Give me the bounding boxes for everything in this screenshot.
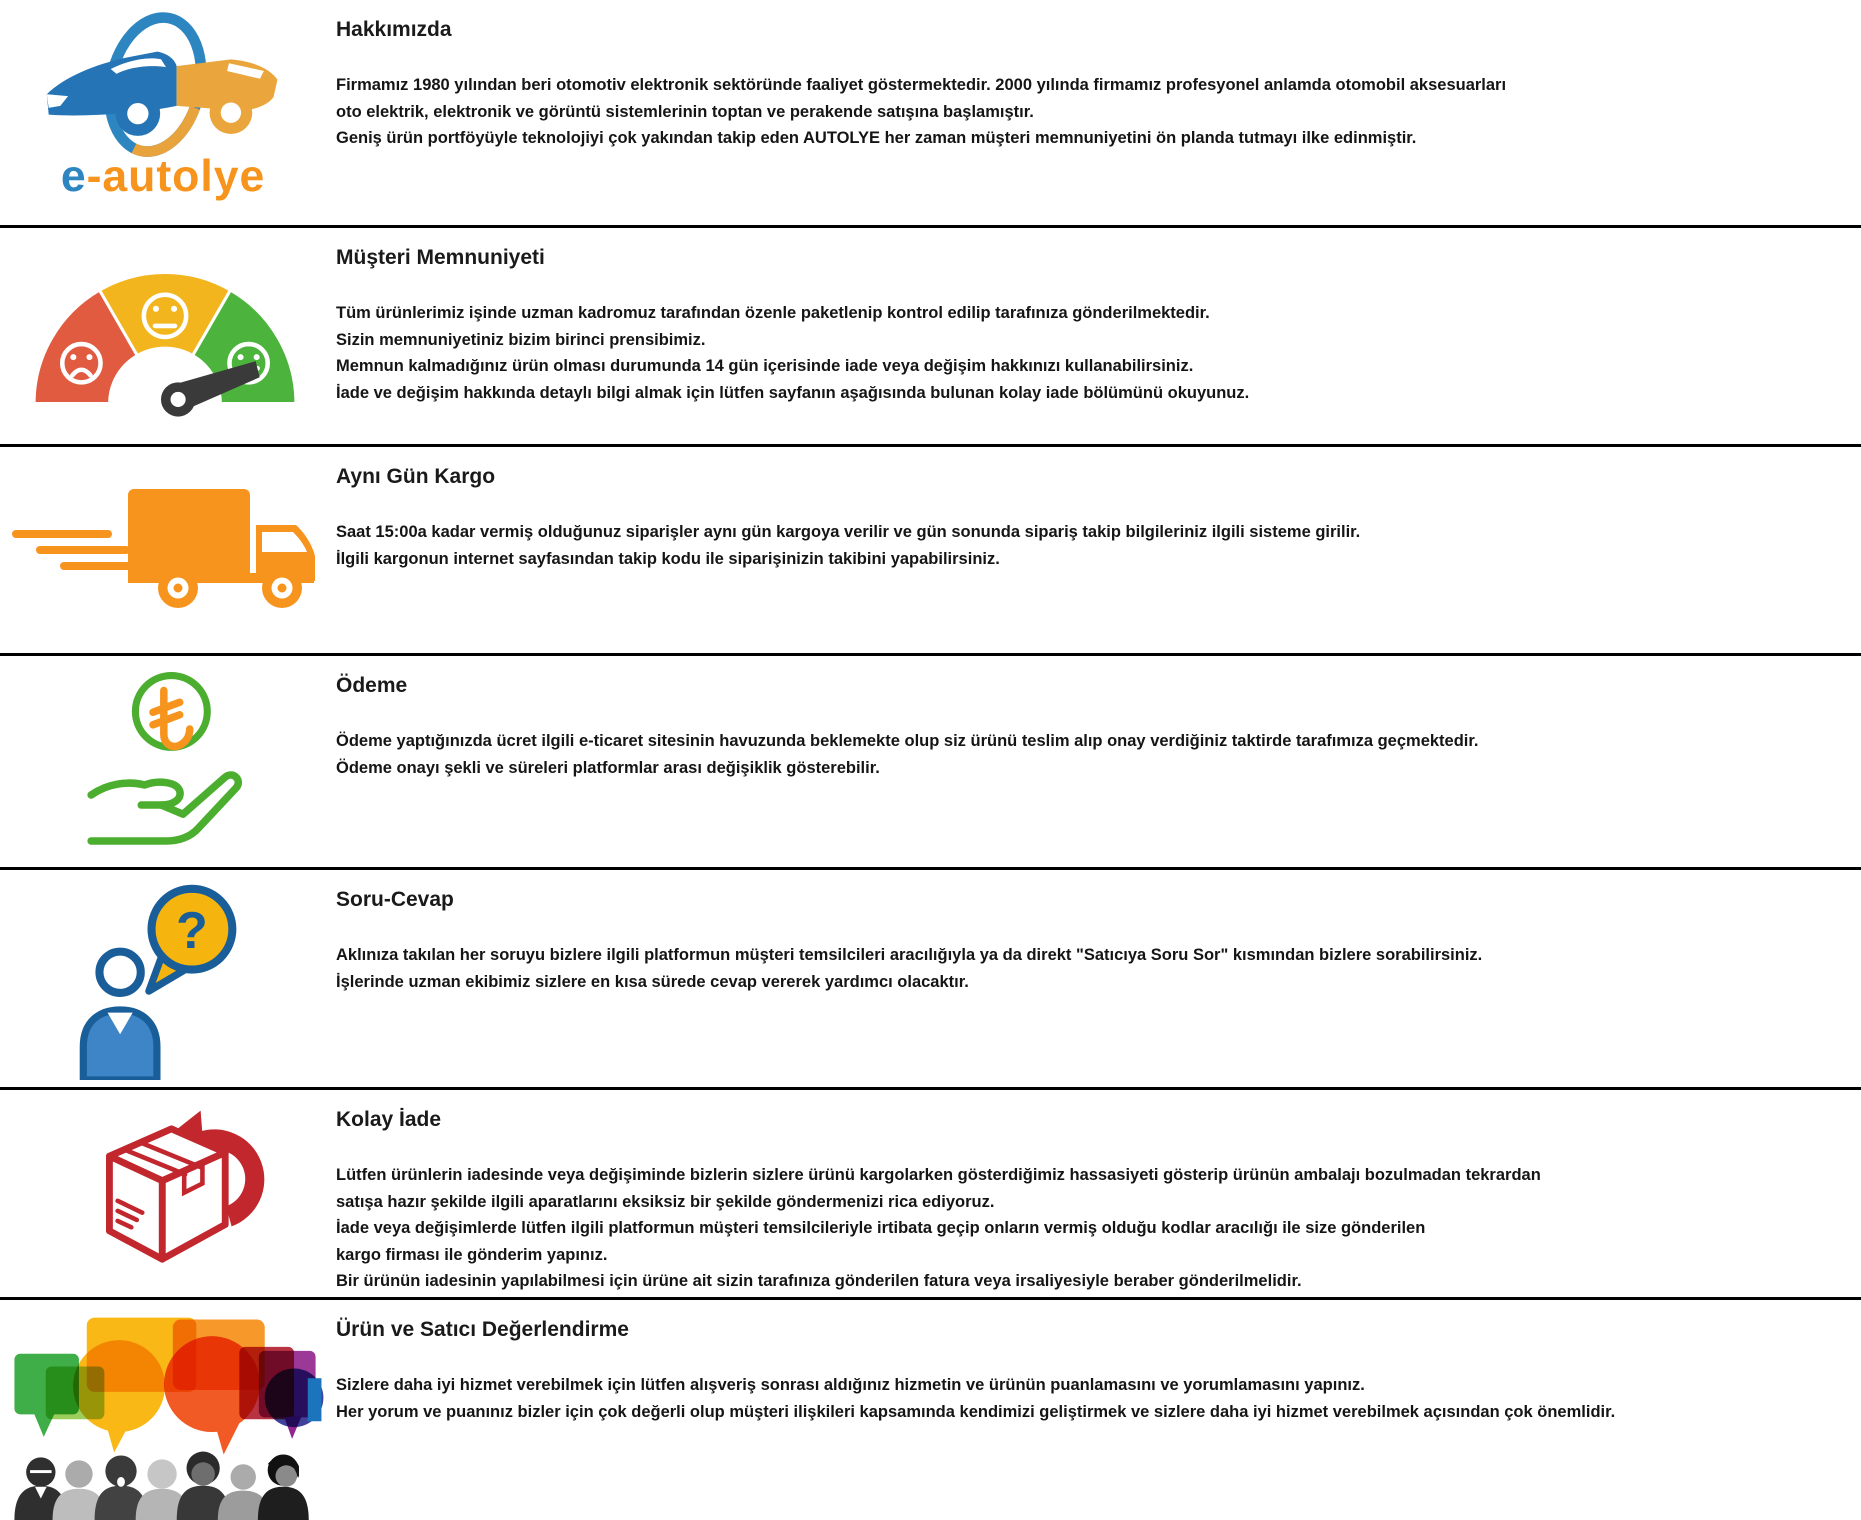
shipping-truck-icon <box>10 475 320 625</box>
body-line: Firmamız 1980 yılından beri otomotiv elektronik sektöründe faaliyet göstermektedir. 2000 yılında firmamız profesyonel anlamda otomobil aksesuarları <box>336 76 1507 94</box>
question-answer-icon <box>65 878 265 1080</box>
section-icon-cell <box>0 656 330 867</box>
question-mark: ? <box>176 901 208 960</box>
section-body <box>336 942 1835 995</box>
people-crowd <box>14 1452 308 1520</box>
section-text <box>330 228 1861 444</box>
body-line: Aklınıza takılan her soruyu bizlere ilgili platformun müşteri temsilcileri aracılığıyla ya da direkt "Satıcıya Soru Sor" kısmından bizlere sorabilirsiniz. <box>336 946 1483 964</box>
body-line: İade veya değişimlerde lütfen ilgili platformun müşteri temsilcileriyle irtibata geçip onların vermiş olduğu kodlar aracılığı ile size gönderilen <box>336 1219 1426 1237</box>
section-title: Müşteri Memnuniyeti <box>336 246 545 269</box>
logo-wordmark: e-autolye <box>60 152 266 202</box>
payment-hand-lira-icon <box>63 668 268 856</box>
section-text <box>330 870 1861 1087</box>
section-text <box>330 447 1861 653</box>
section-title: Soru-Cevap <box>336 888 454 911</box>
section-text <box>330 656 1861 867</box>
review-speech-bubbles-icon <box>5 1300 325 1520</box>
section-title: Aynı Gün Kargo <box>336 465 496 488</box>
section-text <box>330 1090 1861 1297</box>
section-title: Ürün ve Satıcı Değerlendirme <box>336 1318 629 1341</box>
section-icon-cell <box>0 870 330 1087</box>
body-line: kargo firması ile gönderim yapınız. <box>336 1245 608 1264</box>
body-line: Saat 15:00a kadar vermiş olduğunuz siparişler aynı gün kargoya verilir ve gün sonunda sipariş takip bilgileriniz ilgili sisteme girilir. <box>336 523 1361 541</box>
body-line: Sizin memnuniyetiniz bizim birinci prensibimiz. <box>336 330 706 349</box>
section-icon-cell <box>0 228 330 444</box>
easy-return-box-icon <box>48 1096 283 1292</box>
section-urun-satici-degerlendirme <box>0 1300 1861 1520</box>
speech-bubbles <box>14 1318 323 1455</box>
section-odeme <box>0 656 1861 870</box>
section-icon-cell <box>0 0 330 225</box>
body-line: Geniş ürün portföyüyle teknolojiyi çok yakından takip eden AUTOLYE her zaman müşteri memnuniyetini ön planda tutmayı ilke edinmiştir. <box>336 129 1417 147</box>
body-line: Tüm ürünlerimiz işinde uzman kadromuz tarafından özenle paketlenip kontrol edilip tarafınıza gönderilmektedir. <box>336 304 1210 322</box>
section-title: Kolay İade <box>336 1108 442 1131</box>
body-line: Lütfen ürünlerin iadesinde veya değişiminde bizlerin sizlere ürünü kargolarken gösterdiğimiz hassasiyeti gösterip ürünün ambalajı bozulmadan tekrardan <box>336 1166 1541 1184</box>
section-body <box>336 300 1835 406</box>
body-line: Memnun kalmadığınız ürün olması durumunda 14 gün içerisinde iade veya değişim hakkınızı kullanabilirsiniz. <box>336 357 1194 375</box>
section-body <box>336 728 1835 781</box>
section-title: Ödeme <box>336 674 408 697</box>
satisfaction-gauge-icon <box>24 252 306 420</box>
section-musteri-memnuniyeti <box>0 228 1861 447</box>
section-icon-cell <box>0 1300 330 1520</box>
section-text <box>330 1300 1861 1520</box>
body-line: Bir ürünün iadesinin yapılabilmesi için ürüne ait sizin tarafınıza gönderilen fatura veya irsaliyesiyle beraber gönderilmelidir. <box>336 1272 1302 1290</box>
body-line: İade ve değişim hakkında detaylı bilgi almak için lütfen sayfanın aşağısında bulunan kolay iade bölümünü okuyunuz. <box>336 383 1250 402</box>
section-hakkimizda <box>0 0 1861 228</box>
section-soru-cevap <box>0 870 1861 1090</box>
body-line: Ödeme onayı şekli ve süreleri platformlar arası değişiklik gösterebilir. <box>336 758 880 777</box>
body-line: Ödeme yaptığınızda ücret ilgili e-ticaret sitesinin havuzunda beklemekte olup siz ürünü teslim alıp onay verdiğiniz taktirde tarafımıza geçmektedir. <box>336 732 1479 750</box>
open-hand <box>91 775 238 841</box>
body-line: İşlerinde uzman ekibimiz sizlere en kısa sürede cevap vererek yardımcı olacaktır. <box>336 972 969 991</box>
section-body <box>336 519 1835 572</box>
section-icon-cell <box>0 447 330 653</box>
body-line: Her yorum ve puanınız bizler için çok değerli olup müşteri ilişkileri kapsamında kendimizi geliştirmek ve sizlere daha iyi hizmet verebilmek açısından çok önemlidir. <box>336 1402 1616 1421</box>
section-body <box>336 1162 1835 1295</box>
body-line: oto elektrik, elektronik ve görüntü sistemlerinin toptan ve perakende satışına başlamıştır. <box>336 102 1034 121</box>
section-body <box>336 1372 1835 1425</box>
body-line: Sizlere daha iyi hizmet verebilmek için lütfen alışveriş sonrası aldığınız hizmetin ve ürünün puanlamasını ve yorumlamasını yapınız. <box>336 1376 1365 1394</box>
body-line: İlgili kargonun internet sayfasından takip kodu ile siparişinizin takibini yapabilirsiniz. <box>336 549 1000 568</box>
section-title: Hakkımızda <box>336 18 452 41</box>
section-ayni-gun-kargo <box>0 447 1861 656</box>
section-text <box>330 0 1861 225</box>
section-icon-cell <box>0 1090 330 1297</box>
section-kolay-iade <box>0 1090 1861 1300</box>
person-head <box>99 951 140 992</box>
e-autolye-logo <box>39 0 291 204</box>
body-line: satışa hazır şekilde ilgili aparatlarını eksiksiz bir şekilde göndermenizi rica ediyoruz. <box>336 1192 995 1211</box>
section-body <box>336 72 1835 152</box>
